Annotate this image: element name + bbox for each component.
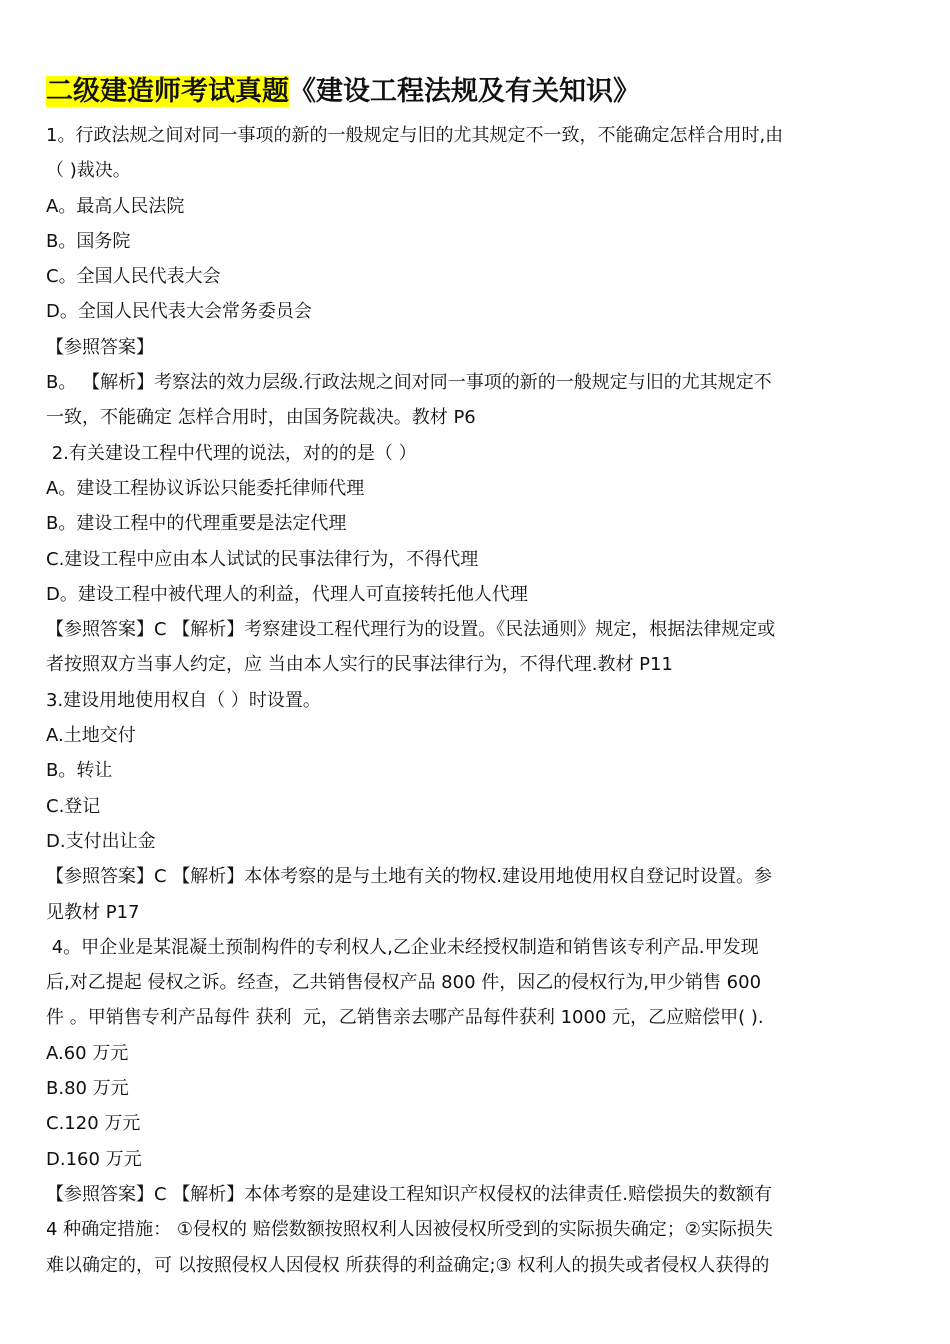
text-line: D.支付出让金 <box>46 830 156 852</box>
text-line: A.土地交付 <box>46 725 136 747</box>
text-line: C.建设工程中应由本人试试的民事法律行为，不得代理 <box>46 548 479 570</box>
text-line: 者按照双方当事人约定，应 当由本人实行的民事法律行为，不得代理.教材 P11 <box>46 654 673 676</box>
text-line: A。最高人民法院 <box>46 195 185 217</box>
text-line: 见教材 P17 <box>46 901 140 923</box>
document-title <box>46 74 640 110</box>
text-line: C.登记 <box>46 795 101 817</box>
text-line: D。全国人民代表大会常务委员会 <box>46 301 312 323</box>
text-line: B.80 万元 <box>46 1078 129 1100</box>
text-line: 3.建设用地使用权自（ ）时设置。 <box>46 689 321 711</box>
title-rest: 《建设工程法规及有关知识》 <box>289 76 640 107</box>
text-line: A。建设工程协议诉讼只能委托律师代理 <box>46 477 365 499</box>
title-highlighted: 二级建造师考试真题 <box>46 76 289 107</box>
text-line: 1。行政法规之间对同一事项的新的一般规定与旧的尤其规定不一致，不能确定怎样合用时,由 <box>46 125 784 146</box>
text-line: 2.有关建设工程中代理的说法，对的的是（ ） <box>46 442 417 464</box>
text-line: 难以确定的，可 以按照侵权人因侵权 所获得的利益确定;③ 权利人的损失或者侵权人获得的 <box>46 1254 770 1276</box>
text-line: 件 。甲销售专利产品每件 获利 元，乙销售亲去哪产品每件获利 1000 元，乙应赔偿甲( ). <box>46 1007 764 1029</box>
document-body <box>46 118 906 1283</box>
text-line: B。 【解析】考察法的效力层级.行政法规之间对同一事项的新的一般规定与旧的尤其规定不 <box>46 372 772 394</box>
text-line: B。国务院 <box>46 230 131 252</box>
text-line: B。转让 <box>46 760 113 782</box>
text-line: （ )裁决。 <box>46 160 131 182</box>
text-line: 4 种确定措施： ①侵权的 赔偿数额按照权利人因被侵权所受到的实际损失确定；②实际损失 <box>46 1219 773 1241</box>
text-line: C.120 万元 <box>46 1113 141 1135</box>
text-line: 后,对乙提起 侵权之诉。经查，乙共销售侵权产品 800 件，因乙的侵权行为,甲少销售 600 <box>46 972 762 994</box>
text-line: 【参照答案】 <box>46 336 154 358</box>
text-line: 4。甲企业是某混凝土预制构件的专利权人,乙企业未经授权制造和销售该专利产品.甲发现 <box>46 936 759 958</box>
text-line: C。全国人民代表大会 <box>46 266 221 288</box>
text-line: D.160 万元 <box>46 1148 142 1170</box>
text-line: A.60 万元 <box>46 1042 129 1064</box>
text-line: B。建设工程中的代理重要是法定代理 <box>46 513 347 535</box>
text-line: 【参照答案】C 【解析】本体考察的是建设工程知识产权侵权的法律责任.赔偿损失的数额有 <box>46 1183 773 1205</box>
text-line: D。建设工程中被代理人的利益，代理人可直接转托他人代理 <box>46 583 528 605</box>
text-line: 【参照答案】C 【解析】考察建设工程代理行为的设置。《民法通则》规定，根据法律规定或 <box>46 619 776 641</box>
text-line: 【参照答案】C 【解析】本体考察的是与土地有关的物权.建设用地使用权自登记时设置。参 <box>46 866 773 888</box>
text-line: 一致，不能确定 怎样合用时，由国务院裁决。教材 P6 <box>46 407 476 429</box>
